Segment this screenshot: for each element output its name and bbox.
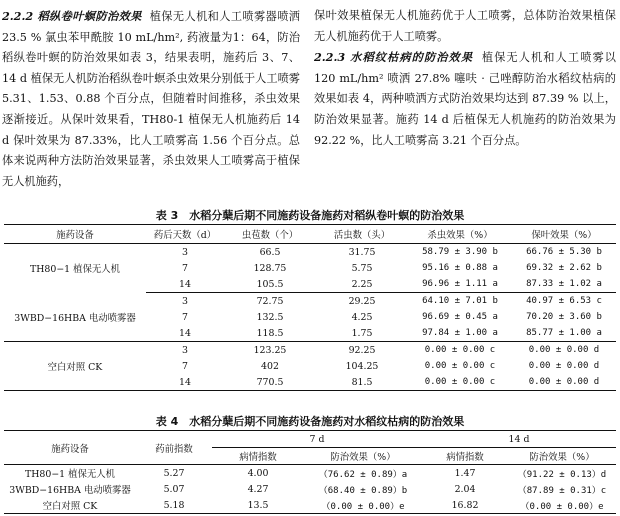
- table-cell: （68.40 ± 0.89）b: [318, 485, 408, 496]
- table-row: [4, 244, 616, 261]
- table-cell: 14: [146, 374, 224, 391]
- table-cell: TH80−1 植保无人机: [24, 469, 116, 480]
- table4: [4, 430, 616, 514]
- table-cell: 2.04: [454, 483, 476, 495]
- table-cell: 5.18: [136, 497, 212, 514]
- table-cell: 69.32 ± 2.62 b: [526, 263, 602, 273]
- table-row: [4, 293, 616, 310]
- table-cell: 4.00: [247, 467, 269, 479]
- table-cell: 3: [182, 246, 188, 258]
- table-cell: 5.27: [163, 467, 185, 479]
- table3-header: 活虫数（头）: [316, 225, 408, 244]
- section-heading: 2.2.3 水稻纹枯病的防治效果: [314, 50, 474, 65]
- table-cell: 92.25: [348, 344, 376, 356]
- table-cell: 40.97 ± 6.53 c: [526, 296, 602, 306]
- device-cell: 3WBD−16HBA 电动喷雾器: [4, 293, 146, 342]
- table-cell: 96.69 ± 0.45 a: [422, 312, 498, 322]
- table-cell: （91.22 ± 0.13）d: [517, 469, 607, 480]
- paragraph-continued: 保叶效果植保无人机施药优于人工喷雾，总体防治效果植保无人机施药优于人工喷雾。: [314, 9, 616, 43]
- table-cell: 0.00 ± 0.00 d: [528, 361, 600, 371]
- table-cell: 85.77 ± 1.00 a: [512, 325, 616, 342]
- table-cell: 3: [182, 295, 188, 307]
- table4-header: 防治效果（%）: [304, 448, 422, 465]
- table-cell: 13.5: [212, 497, 304, 514]
- paragraph-text: 1：64，防治稻纵卷叶螟的防治效果如表 3，结果表明，施药后 3、7、14 d 植保无人机防治稻纵卷叶螟杀虫效果分别低于人工喷雾 5.31、1.53、0.88 个百分点，但随着时间推移，杀虫效果逐渐接近。从保叶效果看，TH80-1 植保无人机施药后 14 d 保叶效果为 87.33%，比人工喷雾高 1.56 个百分点。总体来说两种方法防治效果显著，杀虫效果人工喷雾高于植保无人机施药，: [2, 30, 301, 188]
- table-cell: 29.25: [348, 295, 376, 307]
- table3: [4, 224, 616, 391]
- table-cell: 70.20 ± 3.60 b: [526, 312, 602, 322]
- table3-header: 施药设备: [4, 225, 146, 244]
- table-cell: 0.00 ± 0.00 d: [512, 374, 616, 391]
- table4-header: 14 d: [422, 431, 616, 448]
- table-cell: 1.75: [316, 325, 408, 342]
- table-cell: 16.82: [422, 497, 508, 514]
- table-cell: 72.75: [256, 295, 284, 307]
- table-row: [4, 465, 616, 482]
- table-cell: 64.10 ± 7.01 b: [422, 296, 498, 306]
- table-cell: 128.75: [253, 262, 287, 274]
- table-row: [4, 342, 616, 359]
- table4-header: 7 d: [212, 431, 422, 448]
- table3-header: 杀虫效果（%）: [408, 225, 512, 244]
- table-cell: 402: [261, 360, 279, 372]
- body-text: [2, 6, 618, 192]
- table-cell: 96.96 ± 1.11 a: [408, 276, 512, 293]
- table-cell: （87.89 ± 0.31）c: [517, 485, 607, 496]
- left-column: [2, 6, 300, 192]
- table-cell: 97.84 ± 1.00 a: [408, 325, 512, 342]
- paragraph-2-2-2: [2, 6, 300, 192]
- table-cell: 0.00 ± 0.00 d: [528, 345, 600, 355]
- table-cell: 3WBD−16HBA 电动喷雾器: [9, 485, 131, 496]
- paragraph-2-2-3: [314, 47, 616, 151]
- table-cell: 770.5: [224, 374, 316, 391]
- table3-header-row: [4, 225, 616, 244]
- table-cell: 2.25: [316, 276, 408, 293]
- table-cell: 87.33 ± 1.02 a: [512, 276, 616, 293]
- table-cell: 105.5: [224, 276, 316, 293]
- table-cell: 58.79 ± 3.90 b: [422, 247, 498, 257]
- section-heading: 2.2.2 稻纵卷叶螟防治效果: [2, 9, 142, 23]
- table-cell: 7: [182, 262, 188, 274]
- table-cell: 14: [146, 276, 224, 293]
- table-cell: 0.00 ± 0.00 c: [424, 361, 496, 371]
- table-cell: 0.00 ± 0.00 c: [408, 374, 512, 391]
- table-cell: 31.75: [348, 246, 376, 258]
- table-cell: 104.25: [345, 360, 379, 372]
- table3-header: 药后天数（d）: [146, 225, 224, 244]
- table-cell: 118.5: [224, 325, 316, 342]
- paragraph-text: 植保无人机和人工喷雾以 120 mL/hm² 喷洒 27.8% 噻呋 · 己唑醇防治水稻纹枯病的效果如表 4，两种喷洒方式防治效果均达到 87.39 % 以上，防治效果显著。施药 14 d 后植保无人机施药的防治效果为 92.22 %，比人工喷雾高 3.21 个百分点。: [314, 51, 616, 147]
- table-cell: 14: [146, 325, 224, 342]
- table-cell: 4.27: [247, 483, 269, 495]
- table3-caption: 表 3 水稻分蘖后期不同施药设备施药对稻纵卷叶螟的防治效果: [155, 209, 465, 222]
- table4-header: 药前指数: [136, 431, 212, 465]
- paragraph-text: 植保无人机和人工喷雾器喷洒 23.5 % 氯虫苯甲酰胺 10 mL/hm², 药液量为: [2, 10, 300, 44]
- table-cell: 123.25: [253, 344, 287, 356]
- table4-header: 施药设备: [4, 431, 136, 465]
- table-cell: 132.5: [256, 311, 284, 323]
- table4-header: 防治效果（%）: [508, 448, 616, 465]
- table-cell: （0.00 ± 0.00）e: [508, 497, 616, 514]
- table-cell: 4.25: [351, 311, 373, 323]
- table4-caption: 表 4 水稻分蘖后期不同施药设备施药对水稻纹枯病的防治效果: [155, 415, 465, 428]
- table-cell: 5.75: [351, 262, 373, 274]
- table-cell: 3: [182, 344, 188, 356]
- device-cell: 空白对照 CK: [4, 342, 146, 391]
- table-cell: 7: [182, 360, 188, 372]
- table-row: [4, 497, 616, 514]
- table4-header: 病情指数: [212, 448, 304, 465]
- table-cell: 66.5: [259, 246, 281, 258]
- table-cell: 5.07: [163, 483, 185, 495]
- table3-header: 保叶效果（%）: [512, 225, 616, 244]
- table-row: [4, 481, 616, 497]
- table-cell: 81.5: [316, 374, 408, 391]
- table-cell: 0.00 ± 0.00 c: [424, 345, 496, 355]
- table-cell: 95.16 ± 0.88 a: [422, 263, 498, 273]
- table-cell: 空白对照 CK: [4, 497, 136, 514]
- table-cell: 7: [182, 311, 188, 323]
- table4-header-row: [4, 431, 616, 448]
- table-cell: 66.76 ± 5.30 b: [526, 247, 602, 257]
- table-cell: 1.47: [454, 467, 476, 479]
- device-cell: TH80−1 植保无人机: [29, 264, 121, 276]
- table-cell: （76.62 ± 0.89）a: [318, 469, 408, 480]
- table4-header: 病情指数: [422, 448, 508, 465]
- right-column: [314, 6, 616, 192]
- table-cell: （0.00 ± 0.00）e: [304, 497, 422, 514]
- table3-header: 虫苞数（个）: [224, 225, 316, 244]
